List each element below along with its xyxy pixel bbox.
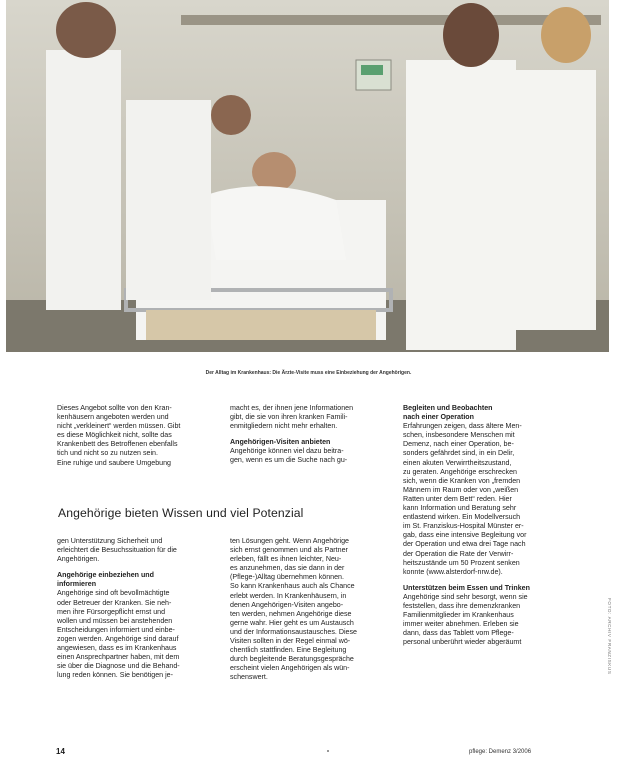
text-line: gen, wenn es um die Suche nach gu- — [230, 456, 348, 465]
text-line: sich ernst genommen und als Partner — [230, 546, 348, 555]
text-line: personal unberührt wieder abgeräumt — [403, 638, 522, 647]
column-2-bottom — [230, 537, 376, 683]
text-line: macht es, der ihnen jene Informationen — [230, 404, 354, 412]
hospital-visit-photo — [6, 0, 609, 352]
subheading-einbeziehen: Angehörige einbeziehen und — [57, 571, 154, 580]
text-line: Erfahrungen zeigen, dass ältere Men- — [403, 422, 522, 431]
text-line: gerne wahr. Hier geht es um Austausch — [230, 618, 354, 627]
text-line: oder Betreuer der Kranken. Sie neh- — [57, 598, 172, 607]
text-line: Angehörige sind sehr besorgt, wenn sie — [403, 592, 528, 601]
text-line: kenhäusern angeboten werden und — [57, 413, 169, 422]
text-line: denen Angehörigen-Visiten angebo- — [230, 600, 344, 609]
text-line: heitszustände um 50 Prozent senken — [403, 558, 520, 567]
page-number: 14 — [56, 747, 65, 756]
text-line: einen akuten Verwirrtheitszustand, — [403, 458, 512, 467]
text-line: Entscheidungen informiert und einbe- — [57, 625, 175, 634]
text-line: schenswert. — [230, 673, 268, 682]
text-line: gibt, die sie von ihren kranken Famili- — [230, 413, 348, 422]
text-line: der Operation die Rate der Verwirr- — [403, 549, 514, 558]
text-line: Dieses Angebot sollte von den Kran- — [57, 404, 172, 412]
text-line: So kann Krankenhaus auch als Chance — [230, 582, 355, 591]
text-line: erlebt werden. In Krankenhäusern, in — [230, 591, 347, 600]
section-headline: Angehörige bieten Wissen und viel Potenzial — [58, 506, 304, 520]
text-line: Eine ruhige und saubere Umgebung — [57, 458, 171, 467]
column-1-top — [57, 404, 203, 468]
text-line: Ratten unter dem Bett“ reden. Hier — [403, 494, 512, 503]
text-line: erleichtert die Besuchssituation für die — [57, 546, 177, 555]
subheading-begleiten: Begleiten und Beobachten — [403, 404, 493, 412]
photo-caption: Der Alltag im Krankenhaus: Die Ärzte-Visite muss eine Einbeziehung der Angehörigen. — [205, 370, 412, 376]
text-line: Angehörigen. — [57, 555, 100, 564]
subheading-begleiten-line2: nach einer Operation — [403, 413, 474, 422]
text-line: ten werden, nehmen Angehörige diese — [230, 609, 352, 618]
text-line: tich und nicht so zu nutzen sein. — [57, 449, 158, 458]
text-line: nicht „verkleinert“ werden müssen. Gibt — [57, 422, 181, 431]
text-line: zogen werden. Angehörige sind darauf — [57, 634, 179, 643]
text-line: Angehörige können viel dazu beitra- — [230, 447, 344, 456]
text-line: Krankenbett des Betroffenen ebenfalls — [57, 440, 178, 449]
text-line: Angehörige sind oft bevollmächtigte — [57, 589, 170, 598]
text-line: einen Ansprechpartner haben, mit dem — [57, 653, 180, 662]
column-1-bottom — [57, 537, 203, 680]
text-line: konnte (www.alsterdorf-nrw.de). — [403, 567, 503, 576]
photo-credit: FOTO: ARCHIV FRANZISKUS — [607, 598, 612, 675]
subheading-essen-trinken: Unterstützen beim Essen und Trinken — [403, 583, 530, 592]
column-3 — [403, 404, 549, 647]
text-line: kann Information und Beratung sehr — [403, 504, 517, 513]
footer-center-dot — [327, 750, 329, 752]
text-line: erscheint vielen Angehörigen als wün- — [230, 664, 350, 673]
text-line: chentlich stattfinden. Eine Begleitung — [230, 646, 347, 655]
text-line: sich, wenn die Kranken von „fremden — [403, 476, 521, 485]
text-line: entlastend wirken. Ein Modellversuch — [403, 513, 521, 522]
text-line: ten Lösungen geht. Wenn Angehörige — [230, 537, 349, 545]
subheading-einbeziehen-line2: informieren — [57, 580, 97, 589]
text-line: zu geraten. Angehörige erschrecken — [403, 467, 517, 476]
text-line: feststellen, dass ihre demenzkranken — [403, 601, 521, 610]
text-line: (Pflege-)Alltag übernehmen können. — [230, 573, 344, 582]
text-line: sie über die Diagnose und die Behand- — [57, 662, 180, 671]
text-line: im St. Franziskus-Hospital Münster er- — [403, 522, 524, 531]
text-line: Visiten sollten in der Regel einmal wö- — [230, 637, 351, 646]
text-line: Männern im Raum oder von „weißen — [403, 485, 519, 494]
text-line: gen Unterstützung Sicherheit und — [57, 537, 163, 545]
text-line: wollen und müssen bei anstehenden — [57, 616, 173, 625]
text-line: erleben, fällt es ihnen leichter, Neu- — [230, 555, 342, 564]
magazine-footer: pflege: Demenz 3/2006 — [469, 749, 532, 755]
text-line: durch begleitende Beratungsgespräche — [230, 655, 354, 664]
text-line: der Operation und etwa drei Tage nach — [403, 540, 526, 549]
text-line: es anzunehmen, das sie dann in der — [230, 564, 345, 573]
text-line: dann, dass das Tablett vom Pflege- — [403, 629, 514, 638]
text-line: men ihre Fürsorgepflicht ernst und — [57, 607, 166, 616]
column-2-top — [230, 404, 376, 466]
text-line: sonders gefährdet sind, in ein Delir, — [403, 449, 515, 458]
text-line: es diese Möglichkeit nicht, sollte das — [57, 431, 172, 440]
text-line: angewiesen, dass es im Krankenhaus — [57, 644, 177, 653]
text-line: und der Informationsaustausches. Diese — [230, 627, 357, 636]
text-line: immer weiter abnehmen. Erleben sie — [403, 620, 519, 629]
text-line: lung reden können. Sie benötigen je- — [57, 671, 173, 680]
hospital-ward-photo-icon — [6, 0, 609, 352]
text-line: schen, insbesondere Menschen mit — [403, 431, 515, 440]
subheading-angehoerigen-visiten: Angehörigen-Visiten anbieten — [230, 438, 331, 447]
text-line: Familienmitglieder im Krankenhaus — [403, 611, 514, 620]
text-line: Demenz, nach einer Operation, be- — [403, 440, 514, 449]
text-line: enmitgliedern nicht mehr erhalten. — [230, 422, 338, 431]
text-line: gab, dass eine intensive Begleitung vor — [403, 531, 527, 540]
